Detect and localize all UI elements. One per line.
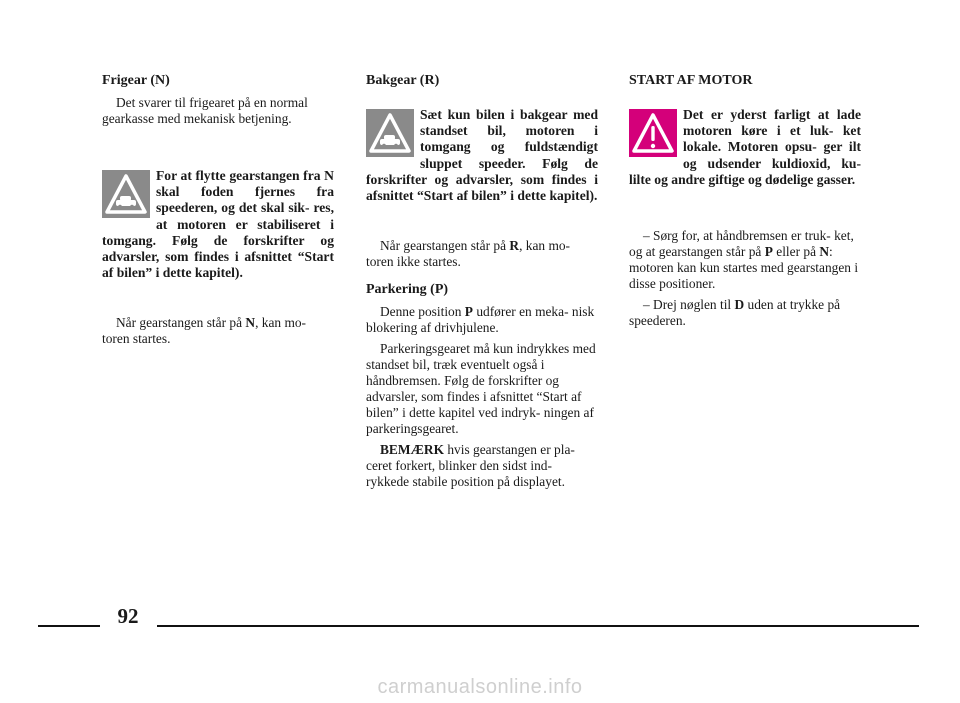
reverse-warning bbox=[366, 107, 598, 204]
reverse-warning-text: Sæt kun bilen i bakgear med standset bil, motoren i tomgang og fuldstændigt sluppet speeder. Følg de forskrifter og advarsler, som findes i afsnittet “Start af bilen” i dette kapitel). bbox=[366, 107, 598, 204]
car-warning-icon bbox=[366, 109, 414, 157]
neutral-text: Det svarer til frigearet på en normal gearkasse med mekanisk betjening. bbox=[102, 95, 308, 126]
start-step-2: – Drej nøglen til D uden at trykke på speederen. bbox=[629, 297, 841, 329]
neutral-heading: Frigear (N) bbox=[102, 73, 170, 88]
start-warning bbox=[629, 107, 861, 188]
column-3 bbox=[629, 72, 861, 334]
start-heading: START AF MOTOR bbox=[629, 73, 753, 88]
reverse-heading: Bakgear (R) bbox=[366, 73, 440, 88]
column-1 bbox=[102, 72, 334, 352]
park-paragraph-2: Parkeringsgearet må kun indrykkes med standset bil, træk eventuelt også i håndbremsen. Følg de forskrifter og advarsler, som findes i afsnittet “Start af bilen” i dette kapitel ved indryk- ningen af parkeringsgearet. bbox=[366, 341, 596, 437]
neutral-warning bbox=[102, 168, 334, 281]
park-note: BEMÆRK hvis gearstangen er pla- ceret forkert, blinker den sidst ind- rykkede stabile position på displayet. bbox=[366, 442, 575, 490]
start-step-1: – Sørg for, at håndbremsen er truk- ket, og at gearstangen står på P eller på N: motoren kan kun startes med gearstangen i disse positioner. bbox=[629, 228, 859, 292]
neutral-note: Når gearstangen står på N, kan mo- toren startes. bbox=[102, 315, 307, 347]
start-warning-text: Det er yderst farligt at lade motoren køre i et luk- ket lokale. Motoren opsu- ger ilt og udsender kuldioxid, ku- lilte og andre giftige og dødelige gasser. bbox=[629, 107, 861, 187]
neutral-warning-text: For at flytte gearstangen fra N skal foden fjernes fra speederen, og det skal sik- res, at motoren er stabiliseret i tomgang. Følg de forskrifter og advarsler, som findes i afsnittet “Start af bilen” i dette kapitel). bbox=[102, 168, 334, 281]
column-2 bbox=[366, 72, 598, 495]
danger-warning-icon bbox=[629, 109, 677, 157]
reverse-note: Når gearstangen står på R, kan mo- toren ikke startes. bbox=[366, 238, 571, 270]
watermark: carmanualsonline.info bbox=[377, 676, 583, 698]
park-paragraph-1: Denne position P udfører en meka- nisk blokering af drivhjulene. bbox=[366, 304, 595, 336]
footer-rule-left bbox=[38, 625, 100, 627]
footer-rule-right bbox=[157, 625, 919, 627]
park-heading: Parkering (P) bbox=[366, 282, 449, 298]
car-warning-icon bbox=[102, 170, 150, 218]
page-number: 92 bbox=[117, 604, 139, 628]
